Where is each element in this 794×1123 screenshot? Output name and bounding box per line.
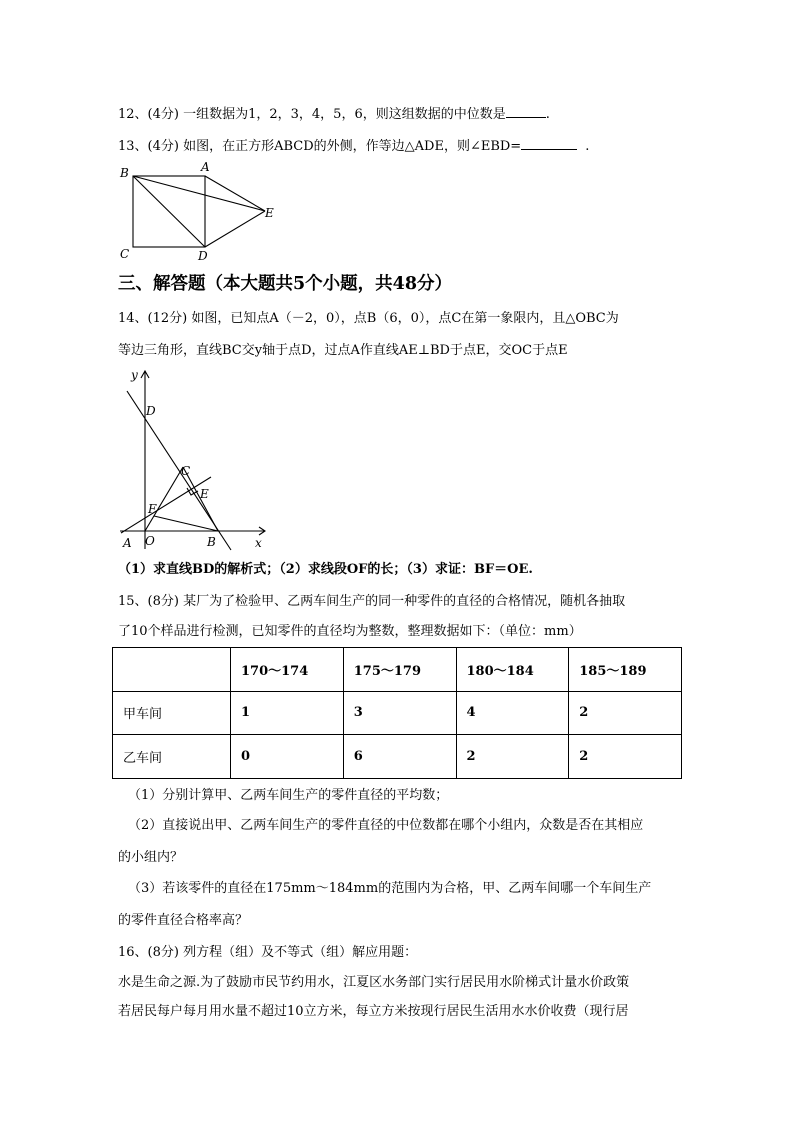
fig13-label-c: C <box>120 247 130 261</box>
q15-data-table <box>112 647 682 779</box>
table-header-cell: 185～189 <box>569 648 682 692</box>
q15-sub3b: 的零件直径合格率高？ <box>118 913 249 928</box>
fig14-label-x: x <box>255 536 262 550</box>
section3-title: 三、解答题（本大题共5个小题，共48分） <box>118 274 453 294</box>
table-cell: 0 <box>231 735 344 779</box>
q13-line: 13、(4分) 如图，在正方形ABCD的外侧，作等边△ADE，则∠EBD= . <box>118 136 589 156</box>
table-cell: 3 <box>343 691 456 735</box>
q14-figure <box>115 365 275 555</box>
q12-text: 12、(4分) 一组数据为1，2，3，4，5，6，则这组数据的中位数是 <box>118 107 506 122</box>
q13-answer-blank <box>521 136 577 150</box>
q15-line2: 了10个样品进行检测，已知零件的直径均为整数，整理数据如下：（单位：mm） <box>118 624 582 639</box>
fig14-label-c: C <box>181 464 191 478</box>
q15-sub3a: （3）若该零件的直径在175mm～184mm的范围内为合格，甲、乙两车间哪一个车间生产 <box>128 881 652 896</box>
table-cell: 2 <box>569 735 682 779</box>
table-header-cell: 180～184 <box>456 648 569 692</box>
fig14-label-f: F <box>148 502 157 516</box>
table-header-cell: 170～174 <box>231 648 344 692</box>
table-cell: 6 <box>343 735 456 779</box>
table-cell: 1 <box>231 691 344 735</box>
table-header-row <box>113 648 682 692</box>
q15-sub1: （1）分别计算甲、乙两车间生产的零件直径的平均数； <box>128 788 449 803</box>
fig14-label-b: B <box>207 535 216 549</box>
q14-questions: （1）求直线BD的解析式；（2）求线段OF的长；（3）求证：BF＝OE. <box>118 562 533 577</box>
table-row-label: 甲车间 <box>113 691 231 735</box>
table-row-label: 乙车间 <box>113 735 231 779</box>
table-row <box>113 691 682 735</box>
table-row <box>113 735 682 779</box>
table-header-cell: 175～179 <box>343 648 456 692</box>
q16-line1: 16、(8分) 列方程（组）及不等式（组）解应用题： <box>118 945 418 960</box>
fig13-label-b: B <box>120 166 129 180</box>
q15-sub2b: 的小组内？ <box>118 850 184 865</box>
fig14-label-a: A <box>123 536 132 550</box>
q14-line1: 14、(12分) 如图，已知点A（－2，0），点B（6，0），点C在第一象限内，且△OBC为 <box>118 311 619 326</box>
table-cell: 4 <box>456 691 569 735</box>
q13-text: 13、(4分) 如图，在正方形ABCD的外侧，作等边△ADE，则∠EBD= <box>118 139 522 154</box>
q12-answer-blank <box>506 104 546 118</box>
q12-line: 12、(4分) 一组数据为1，2，3，4，5，6，则这组数据的中位数是 . <box>118 104 550 124</box>
q13-figure <box>115 160 285 262</box>
fig13-label-e: E <box>265 206 274 220</box>
q16-line2: 水是生命之源.为了鼓励市民节约用水，江夏区水务部门实行居民用水阶梯式计量水价政策 <box>118 975 630 990</box>
q16-line3: 若居民每户每月用水量不超过10立方米，每立方米按现行居民生活用水水价收费（现行居 <box>118 1004 629 1019</box>
table-header-cell <box>113 648 231 692</box>
table-cell: 2 <box>569 691 682 735</box>
fig14-label-d: D <box>146 404 156 418</box>
fig14-label-y: y <box>131 368 138 382</box>
q15-sub2a: （2）直接说出甲、乙两车间生产的零件直径的中位数都在哪个小组内，众数是否在其相应 <box>128 818 644 833</box>
q14-line2: 等边三角形，直线BC交y轴于点D，过点A作直线AE⊥BD于点E，交OC于点E <box>118 343 568 358</box>
fig14-label-e: E <box>200 487 209 501</box>
fig13-label-d: D <box>198 249 208 262</box>
q15-line1: 15、(8分) 某厂为了检验甲、乙两车间生产的同一种零件的直径的合格情况，随机各抽取 <box>118 594 626 609</box>
fig14-label-o: O <box>145 534 155 548</box>
table-cell: 2 <box>456 735 569 779</box>
fig13-label-a: A <box>201 160 210 174</box>
